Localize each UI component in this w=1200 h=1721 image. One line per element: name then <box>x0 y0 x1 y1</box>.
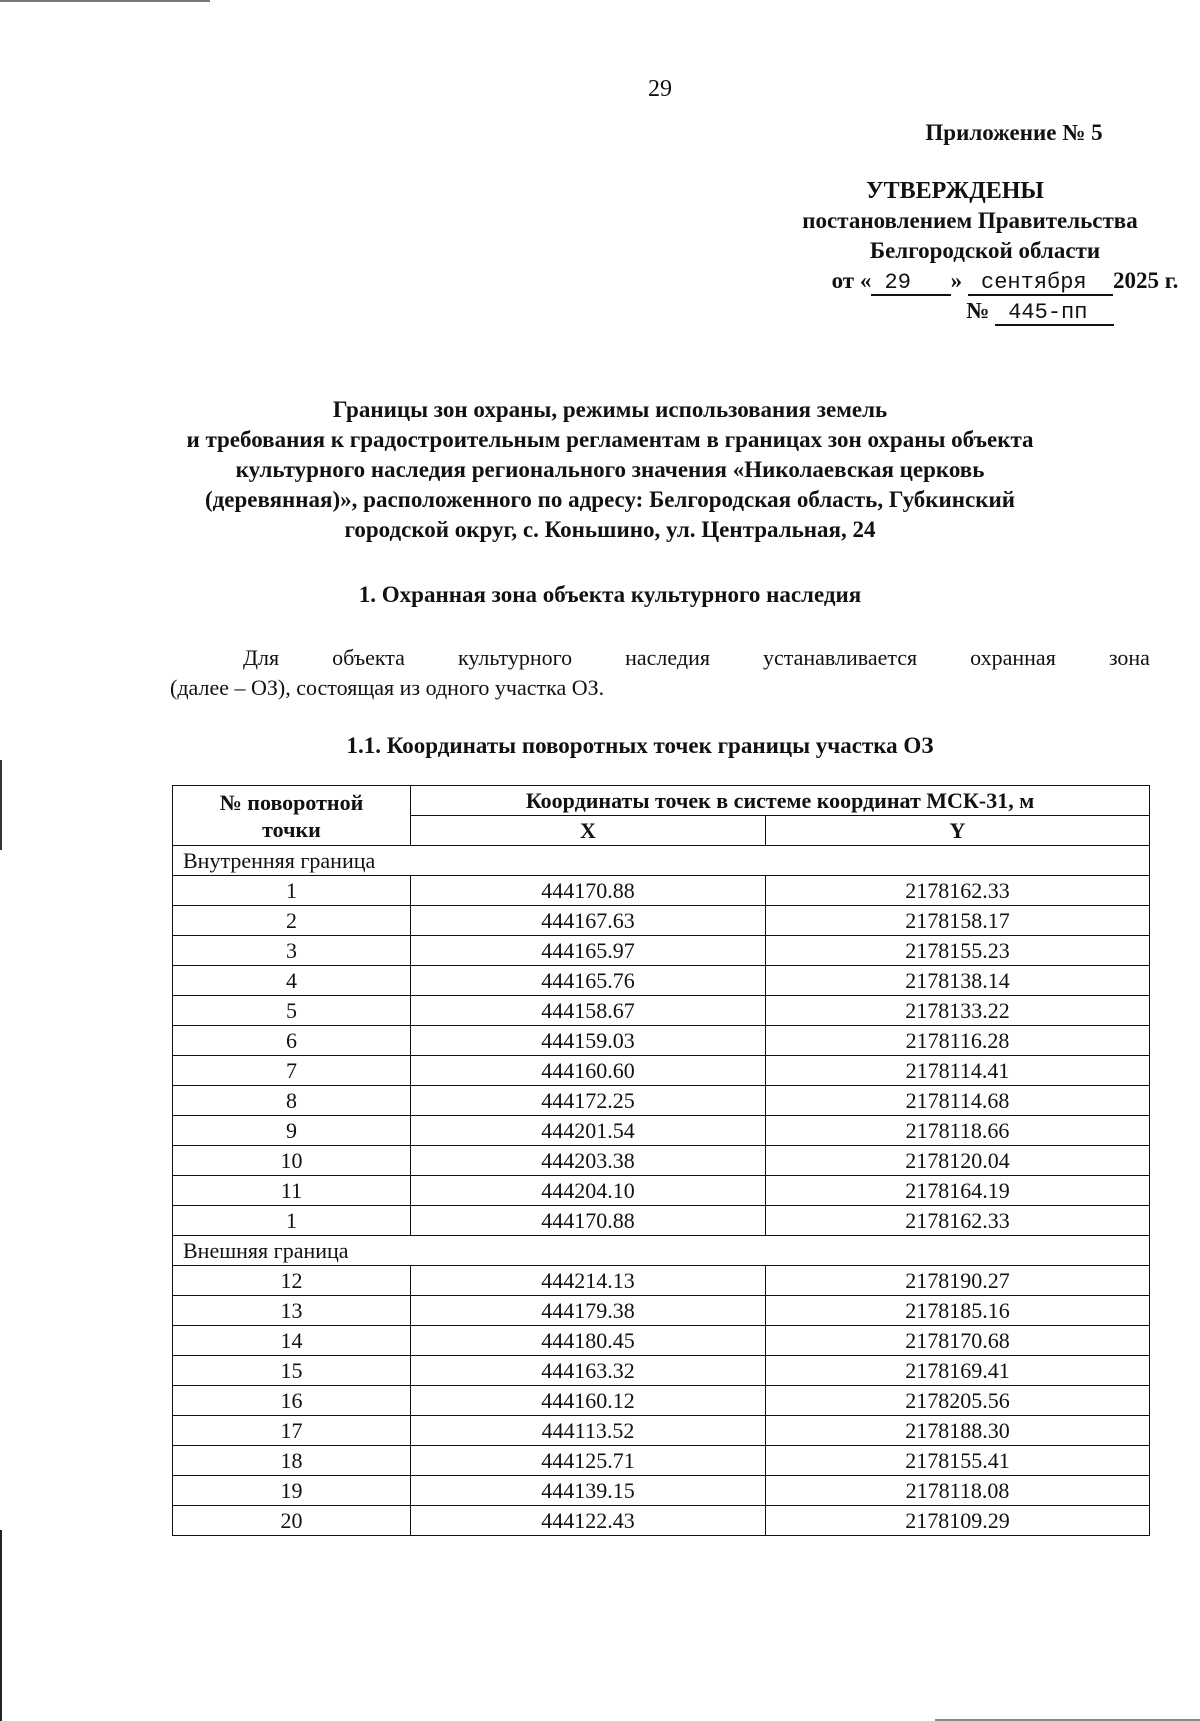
table-row <box>173 1176 1150 1206</box>
header-x: X <box>411 816 766 846</box>
paragraph-line2: (далее – ОЗ), состоящая из одного участка ОЗ. <box>170 675 605 700</box>
table-row <box>173 1026 1150 1056</box>
x-coordinate-cell: 444201.54 <box>411 1116 766 1146</box>
title-line: (деревянная)», расположенного по адресу: Белгородская область, Губкинский <box>204 487 1016 512</box>
point-number-cell: 6 <box>173 1026 411 1056</box>
point-number-cell: 20 <box>173 1506 411 1536</box>
point-number-cell: 14 <box>173 1326 411 1356</box>
y-coordinate-cell: 2178188.30 <box>766 1416 1150 1446</box>
point-number-cell: 15 <box>173 1356 411 1386</box>
y-coordinate-cell: 2178155.23 <box>766 936 1150 966</box>
point-number-cell: 8 <box>173 1086 411 1116</box>
table-row <box>173 1296 1150 1326</box>
table-row <box>173 1356 1150 1386</box>
group-label: Внешняя граница <box>173 1236 1150 1266</box>
table-row <box>173 906 1150 936</box>
y-coordinate-cell: 2178170.68 <box>766 1326 1150 1356</box>
title-line: и требования к градостроительным регламентам в границах зон охраны объекта <box>186 427 1034 452</box>
y-coordinate-cell: 2178158.17 <box>766 906 1150 936</box>
point-number-cell: 9 <box>173 1116 411 1146</box>
y-coordinate-cell: 2178114.68 <box>766 1086 1150 1116</box>
word: устанавливается <box>762 645 918 670</box>
table-row <box>173 876 1150 906</box>
y-coordinate-cell: 2178133.22 <box>766 996 1150 1026</box>
word: Для <box>243 645 280 670</box>
table-row <box>173 966 1150 996</box>
point-number-cell: 4 <box>173 966 411 996</box>
y-coordinate-cell: 2178164.19 <box>766 1176 1150 1206</box>
coordinates-table <box>172 785 1150 1536</box>
point-number-cell: 13 <box>173 1296 411 1326</box>
table-row <box>173 1206 1150 1236</box>
point-number-cell: 19 <box>173 1476 411 1506</box>
number-prefix: № <box>966 298 996 323</box>
point-number-cell: 10 <box>173 1146 411 1176</box>
x-coordinate-cell: 444203.38 <box>411 1146 766 1176</box>
x-coordinate-cell: 444122.43 <box>411 1506 766 1536</box>
y-coordinate-cell: 2178162.33 <box>766 876 1150 906</box>
point-number-cell: 12 <box>173 1266 411 1296</box>
title-line: культурного наследия регионального значения «Николаевская церковь <box>235 457 985 482</box>
x-coordinate-cell: 444165.76 <box>411 966 766 996</box>
x-coordinate-cell: 444204.10 <box>411 1176 766 1206</box>
y-coordinate-cell: 2178138.14 <box>766 966 1150 996</box>
date-year: 2025 г. <box>1113 268 1179 293</box>
point-number-cell: 11 <box>173 1176 411 1206</box>
x-coordinate-cell: 444163.32 <box>411 1356 766 1386</box>
point-number-cell: 5 <box>173 996 411 1026</box>
table-row <box>173 996 1150 1026</box>
x-coordinate-cell: 444170.88 <box>411 876 766 906</box>
approved-by-line2: Белгородской области <box>869 238 1101 263</box>
paragraph-line1 <box>170 643 1150 673</box>
paragraph <box>170 643 1150 703</box>
x-coordinate-cell: 444125.71 <box>411 1446 766 1476</box>
x-coordinate-cell: 444159.03 <box>411 1026 766 1056</box>
table-body <box>173 846 1150 1536</box>
point-number-cell: 7 <box>173 1056 411 1086</box>
title-line: Границы зон охраны, режимы использования земель <box>332 397 888 422</box>
y-coordinate-cell: 2178118.66 <box>766 1116 1150 1146</box>
point-number-cell: 1 <box>173 1206 411 1236</box>
table-row <box>173 1086 1150 1116</box>
x-coordinate-cell: 444179.38 <box>411 1296 766 1326</box>
table-group-row <box>173 846 1150 876</box>
table-row <box>173 1146 1150 1176</box>
x-coordinate-cell: 444167.63 <box>411 906 766 936</box>
table-row <box>173 1056 1150 1086</box>
x-coordinate-cell: 444170.88 <box>411 1206 766 1236</box>
approved-heading: УТВЕРЖДЕНЫ <box>866 178 1044 204</box>
x-coordinate-cell: 444214.13 <box>411 1266 766 1296</box>
section-title: 1. Охранная зона объекта культурного наследия <box>358 582 862 607</box>
x-coordinate-cell: 444160.60 <box>411 1056 766 1086</box>
table-header-row <box>173 786 1150 816</box>
table-group-row <box>173 1236 1150 1266</box>
annex-label: Приложение № 5 <box>925 120 1103 145</box>
word: наследия <box>625 645 710 670</box>
y-coordinate-cell: 2178118.08 <box>766 1476 1150 1506</box>
approval-number <box>700 296 1180 326</box>
subsection-title: 1.1. Координаты поворотных точек границы участка ОЗ <box>346 733 934 758</box>
table-row <box>173 1116 1150 1146</box>
document-title <box>160 395 1060 545</box>
x-coordinate-cell: 444139.15 <box>411 1476 766 1506</box>
y-coordinate-cell: 2178116.28 <box>766 1026 1150 1056</box>
scan-artifact-left <box>0 760 2 850</box>
point-number-cell: 3 <box>173 936 411 966</box>
x-coordinate-cell: 444158.67 <box>411 996 766 1026</box>
y-coordinate-cell: 2178109.29 <box>766 1506 1150 1536</box>
number-value: 445-пп <box>995 300 1114 325</box>
scan-artifact-left-lower <box>0 1530 2 1721</box>
date-month: сентября <box>967 270 1114 295</box>
point-number-cell: 2 <box>173 906 411 936</box>
x-coordinate-cell: 444172.25 <box>411 1086 766 1116</box>
table-row <box>173 936 1150 966</box>
point-number-cell: 17 <box>173 1416 411 1446</box>
table-row <box>173 1476 1150 1506</box>
word: культурного <box>457 645 573 670</box>
word: зона <box>1108 645 1150 670</box>
x-coordinate-cell: 444160.12 <box>411 1386 766 1416</box>
approval-block <box>700 118 1180 326</box>
page-number: 29 <box>648 76 672 102</box>
table-row <box>173 1326 1150 1356</box>
header-coordinates: Координаты точек в системе координат МСК-31, м <box>411 786 1150 816</box>
point-number-cell: 16 <box>173 1386 411 1416</box>
x-coordinate-cell: 444165.97 <box>411 936 766 966</box>
x-coordinate-cell: 444113.52 <box>411 1416 766 1446</box>
y-coordinate-cell: 2178190.27 <box>766 1266 1150 1296</box>
title-line: городской округ, с. Коньшино, ул. Центральная, 24 <box>344 517 876 542</box>
x-coordinate-cell: 444180.45 <box>411 1326 766 1356</box>
y-coordinate-cell: 2178185.16 <box>766 1296 1150 1326</box>
table-row <box>173 1266 1150 1296</box>
y-coordinate-cell: 2178162.33 <box>766 1206 1150 1236</box>
date-mid: » <box>950 268 968 293</box>
table-row <box>173 1446 1150 1476</box>
approved-by-line1: постановлением Правительства <box>802 208 1138 233</box>
y-coordinate-cell: 2178120.04 <box>766 1146 1150 1176</box>
table-row <box>173 1506 1150 1536</box>
y-coordinate-cell: 2178155.41 <box>766 1446 1150 1476</box>
scan-artifact-top <box>0 0 210 2</box>
word: охранная <box>970 645 1056 670</box>
header-y: Y <box>766 816 1150 846</box>
table-row <box>173 1386 1150 1416</box>
y-coordinate-cell: 2178169.41 <box>766 1356 1150 1386</box>
point-number-cell: 18 <box>173 1446 411 1476</box>
y-coordinate-cell: 2178114.41 <box>766 1056 1150 1086</box>
word: объекта <box>332 645 405 670</box>
y-coordinate-cell: 2178205.56 <box>766 1386 1150 1416</box>
approval-date <box>700 266 1180 296</box>
date-prefix: от « <box>831 268 872 293</box>
group-label: Внутренняя граница <box>173 846 1150 876</box>
date-day: 29 <box>871 270 951 295</box>
table-row <box>173 1416 1150 1446</box>
point-number-cell: 1 <box>173 876 411 906</box>
header-point-number: № поворотной точки <box>173 786 411 846</box>
